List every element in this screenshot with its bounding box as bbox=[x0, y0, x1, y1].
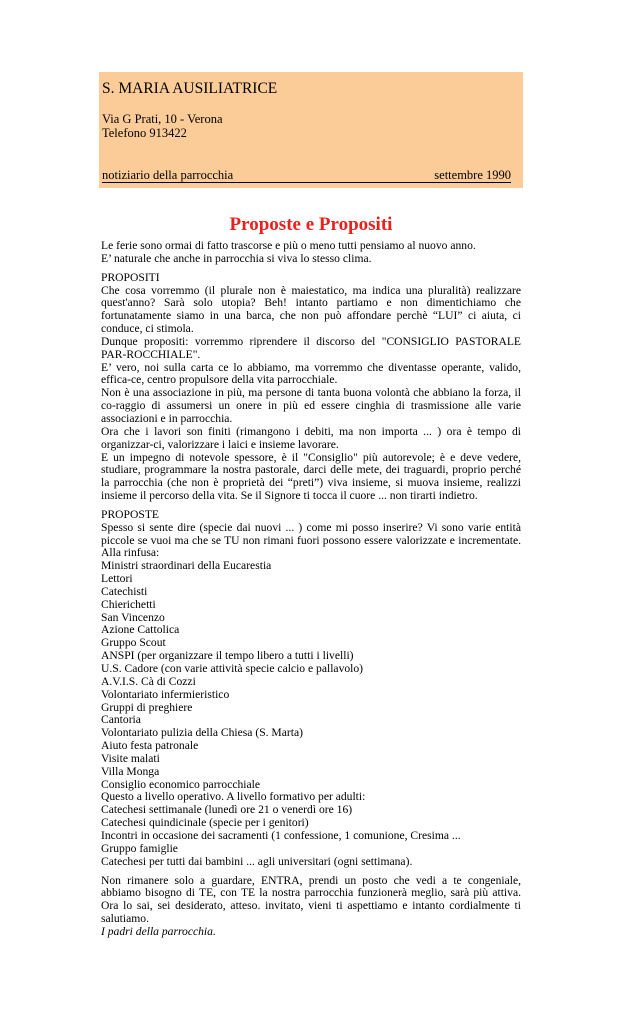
list-item: Visite malati bbox=[101, 751, 160, 765]
paragraph: Non è una associazione in più, ma persone di tanta buona volontà che abbiano la forza, il co-raggio di assumersi un onere in più ed essere cinghia di trasmissione alle varie associazioni e in parrocchia. bbox=[101, 386, 521, 425]
paragraph: Ora che i lavori son finiti (rimangono i debiti, ma non importa ... ) ora è tempo di organizzar-ci, valorizzare i laici e insieme lavorare. bbox=[101, 424, 521, 451]
article-title: Proposte e Propositi bbox=[229, 214, 393, 235]
list-item: Villa Monga bbox=[101, 764, 160, 778]
list-item: Gruppo Scout bbox=[101, 636, 166, 650]
list-item: Aiuto festa patronale bbox=[101, 739, 199, 753]
list-item: ANSPI (per organizzare il tempo libero a tutti i livelli) bbox=[101, 649, 354, 663]
list-item: Azione Cattolica bbox=[101, 623, 180, 637]
list-item: Ministri straordinari della Eucarestia bbox=[101, 559, 272, 573]
newsletter-header bbox=[99, 72, 523, 188]
proposte-heading: PROPOSTE bbox=[101, 507, 159, 521]
list-item: Gruppi di preghiere bbox=[101, 700, 193, 714]
list-item: Incontri in occasione dei sacramenti (1 confessione, 1 comunione, Cresima ... bbox=[101, 828, 461, 842]
list-item: San Vincenzo bbox=[101, 610, 165, 624]
article-body bbox=[101, 240, 521, 939]
list-item: Volontariato infermieristico bbox=[101, 687, 230, 701]
list-item: Consiglio economico parrocchiale bbox=[101, 777, 261, 791]
list-item: A.V.I.S. Cà di Cozzi bbox=[101, 674, 196, 688]
paragraph: Dunque propositi: vorremmo riprendere il discorso del "CONSIGLIO PASTORALE PAR-ROCCHIALE". bbox=[101, 334, 521, 361]
list-item: Chierichetti bbox=[101, 597, 156, 611]
list-item: Gruppo famiglie bbox=[101, 841, 178, 855]
list-item: Catechesi quindicinale (specie per i genitori) bbox=[101, 816, 309, 830]
paragraph: E’ vero, noi sulla carta ce lo abbiamo, ma vorremmo che diventasse operante, valido, effica-ce, centro propulsore della vita parrocchiale. bbox=[101, 360, 521, 387]
list-item: U.S. Cadore (con varie attività specie calcio e pallavolo) bbox=[101, 662, 364, 675]
proposte-intro: Spesso si sente dire (specie dai nuovi ... ) come mi posso inserire? Vi sono varie entità piccole se vuoi ma che se TU non rimani fuori possono essere valorizzate e incrementate. Alla rinfusa: bbox=[101, 520, 521, 560]
propositi-heading: PROPOSITI bbox=[101, 270, 160, 284]
signature: I padri della parrocchia. bbox=[101, 924, 216, 938]
intro-line: E’ naturale che anche in parrocchia si viva lo stesso clima. bbox=[101, 251, 372, 265]
parish-phone: Telefono 913422 bbox=[102, 126, 187, 140]
paragraph: E un impegno di notevole spessore, è il "Consiglio" più autorevole; è e deve vedere, studiare, programmare la nostra pastorale, darci delle mete, dei traguardi, proprio perché la parrocchia (che non è proprietà dei “preti”) viva insieme, si muova insieme, realizzi insieme il percorso della vita. Se il Signore ti tocca il cuore ... non tirarti indietro. bbox=[101, 450, 521, 503]
list-item: Catechisti bbox=[101, 584, 148, 598]
issue-date: settembre 1990 bbox=[434, 168, 511, 182]
parish-address: Via G Prati, 10 - Verona bbox=[102, 112, 223, 126]
proposte-list bbox=[101, 560, 521, 868]
list-item: Lettori bbox=[101, 572, 133, 586]
newsletter-label: notiziario della parrocchia bbox=[102, 168, 234, 182]
list-item: Catechesi settimanale (lunedì ore 21 o venerdì ore 16) bbox=[101, 803, 353, 817]
list-item: Volontariato pulizia della Chiesa (S. Marta) bbox=[101, 726, 303, 740]
list-item: Questo a livello operativo. A livello formativo per adulti: bbox=[101, 790, 366, 804]
intro-line: Le ferie sono ormai di fatto trascorse e più o meno tutti pensiamo al nuovo anno. bbox=[101, 239, 476, 252]
list-item: Cantoria bbox=[101, 713, 141, 727]
closing-paragraph: Non rimanere solo a guardare, ENTRA, prendi un posto che vedi a te congeniale, abbiamo bisogno di TE, con TE la nostra parrocchia funzionerà meglio, sarà più attiva. Ora lo sai, sei desiderato, atteso. invitato, vieni ti aspettiamo e intanto cordialmente ti salutiamo. bbox=[101, 873, 521, 926]
parish-name: S. MARIA AUSILIATRICE bbox=[102, 80, 278, 97]
paragraph: Che cosa vorremmo (il plurale non è maiestatico, ma indica una pluralità) realizzare quest'anno? Sarà solo utopia? Beh! intanto partiamo e non dimentichiamo che fortunatamente siamo in una barca, che non può affondare perchè “LUI” ci aiuta, ci conduce, ci stimola. bbox=[101, 283, 521, 336]
header-footer-line bbox=[102, 168, 511, 183]
list-item: Catechesi per tutti dai bambini ... agli universitari (ogni settimana). bbox=[101, 854, 413, 868]
